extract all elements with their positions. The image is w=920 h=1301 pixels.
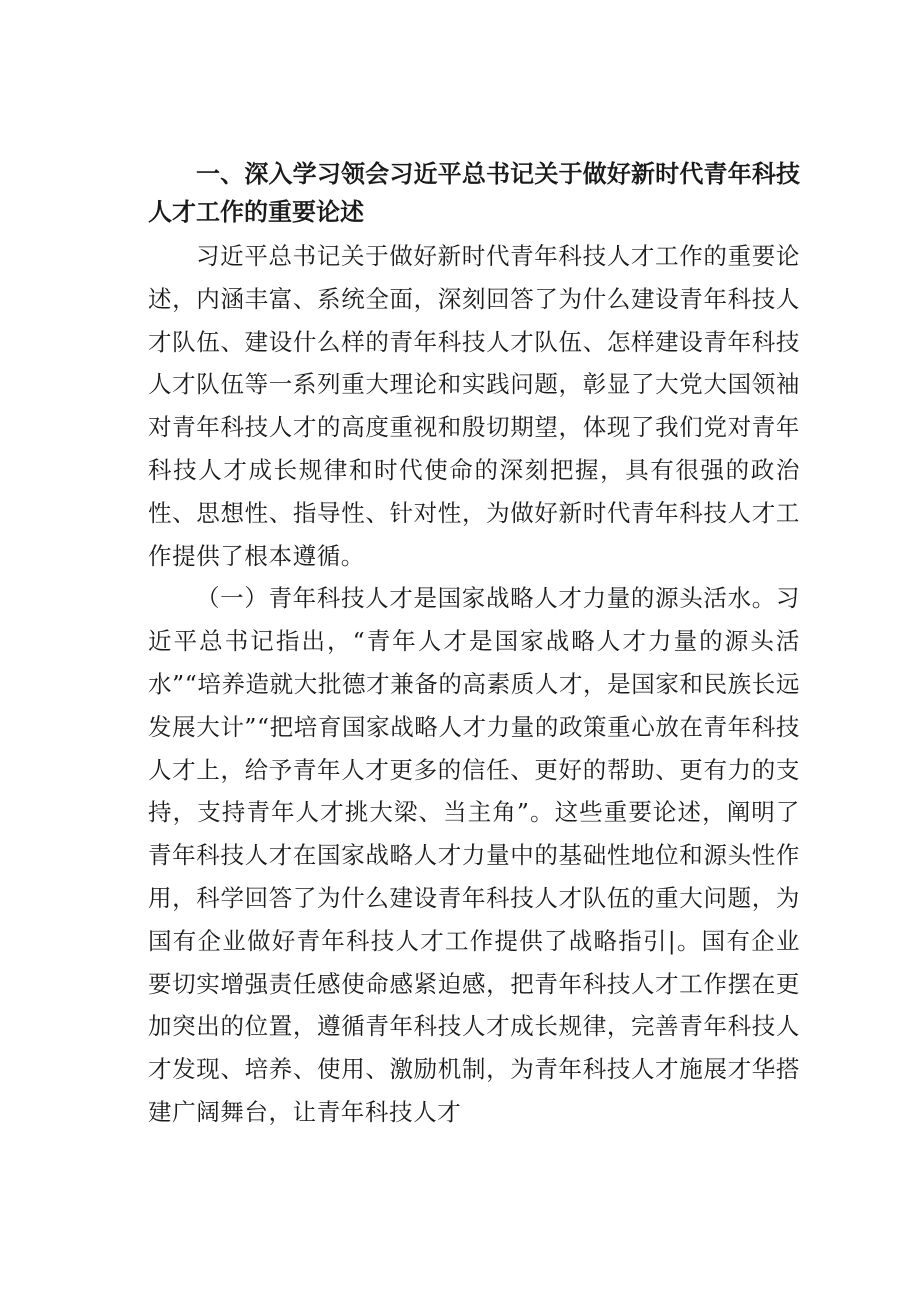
paragraph-subsection-1: （一）青年科技人才是国家战略人才力量的源头活水。习近平总书记指出，“青年人才是国家战略人才力量的源头活水”“培养造就大批德才兼备的高素质人才，是国家和民族长远发展大计”“把培育国家战略人才力量的政策重心放在青年科技人才上，给予青年人才更多的信任、更好的帮助、更有力的支持，支持青年人才挑大梁、当主角”。这些重要论述，阐明了青年科技人才在国家战略人才力量中的基础性地位和源头性作用，科学回答了为什么建设青年科技人才队伍的重大问题，为国有企业做好青年科技人才工作提供了战略指引|。国有企业要切实增强责任感使命感紧迫感，把青年科技人才工作摆在更加突出的位置，遵循青年科技人才成长规律，完善青年科技人才发现、培养、使用、激励机制，为青年科技人才施展才华搭建广阔舞台，让青年科技人才 bbox=[148, 584, 800, 1126]
paragraph-intro: 习近平总书记关于做好新时代青年科技人才工作的重要论述，内涵丰富、系统全面，深刻回答了为什么建设青年科技人才队伍、建设什么样的青年科技人才队伍、怎样建设青年科技人才队伍等一系列重大理论和实践问题，彰显了大党大国领袖对青年科技人才的高度重视和殷切期望，体现了我们党对青年科技人才成长规律和时代使命的深刻把握，具有很强的政治性、思想性、指导性、针对性，为做好新时代青年科技人才工作提供了根本遵循。 bbox=[148, 242, 800, 570]
section-heading: 一、深入学习领会习近平总书记关于做好新时代青年科技人才工作的重要论述 bbox=[148, 160, 800, 226]
document-body bbox=[148, 155, 800, 1134]
